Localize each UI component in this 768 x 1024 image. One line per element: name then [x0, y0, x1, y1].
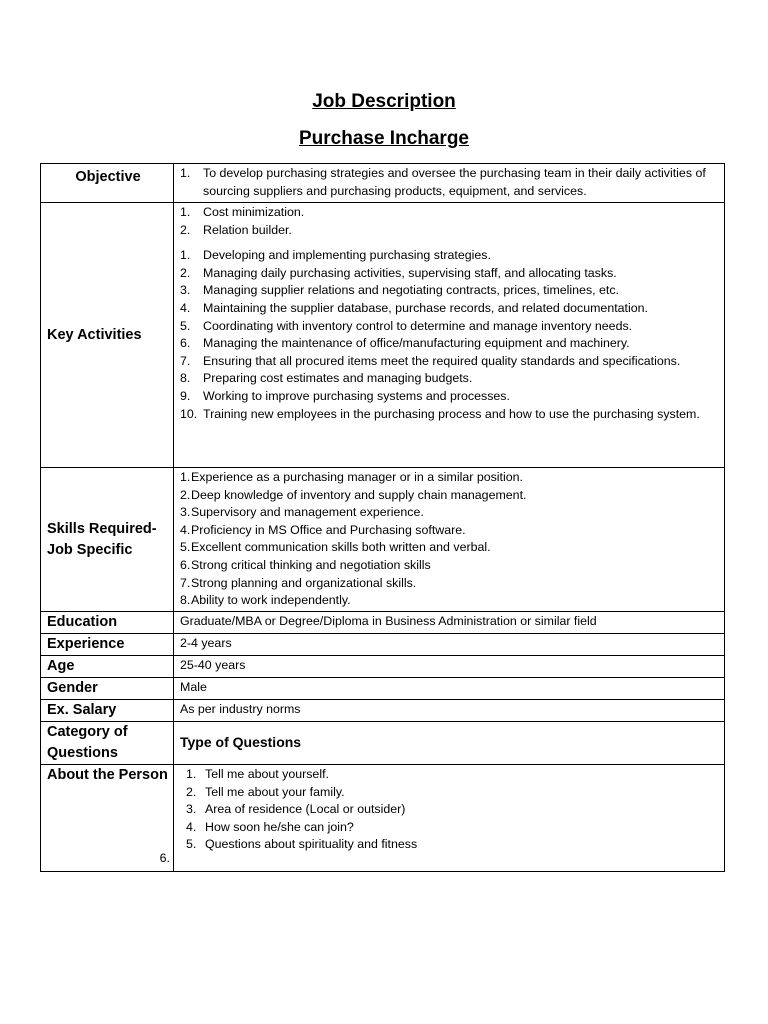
key-goals-list	[180, 204, 720, 239]
label-education: Education	[41, 612, 174, 634]
salary-value: As per industry norms	[174, 700, 725, 722]
list-item-number: 7.	[180, 575, 191, 590]
skills-content	[174, 468, 725, 612]
list-item-text: Experience as a purchasing manager or in a similar position.	[191, 470, 523, 484]
list-item-text: Managing daily purchasing activities, supervising staff, and allocating tasks.	[203, 265, 617, 280]
list-item-number: 1.	[180, 470, 191, 484]
row-category	[41, 722, 725, 765]
key-activities-list	[180, 247, 720, 423]
list-item	[180, 406, 720, 424]
list-item-number: 9.	[180, 388, 191, 403]
label-age: Age	[41, 656, 174, 678]
list-item	[180, 836, 720, 854]
label-experience: Experience	[41, 634, 174, 656]
list-item-number: 3.	[180, 505, 191, 520]
list-item-number: 4.	[186, 819, 197, 834]
list-item-number: 6.	[180, 336, 191, 351]
list-item-text: Questions about spirituality and fitness	[205, 837, 418, 852]
person-questions-list	[180, 766, 720, 854]
list-item	[180, 318, 720, 336]
list-item	[180, 335, 720, 353]
list-item-text: Proficiency in MS Office and Purchasing software.	[191, 522, 466, 537]
list-item-number: 1.	[180, 248, 191, 263]
list-item-number: 6.	[180, 557, 191, 572]
list-item	[180, 592, 720, 610]
list-item-text: Coordinating with inventory control to determine and manage inventory needs.	[203, 318, 633, 333]
list-item	[180, 801, 720, 819]
list-item-text: Tell me about yourself.	[205, 767, 329, 781]
label-salary: Ex. Salary	[41, 700, 174, 722]
list-item-text: Developing and implementing purchasing strategies.	[203, 248, 491, 263]
list-item	[180, 247, 720, 265]
list-item	[180, 204, 720, 222]
list-item-number: 4.	[180, 522, 191, 537]
list-item-number: 3.	[186, 802, 197, 817]
list-gap	[180, 239, 720, 247]
list-item-text: Cost minimization.	[203, 205, 305, 219]
experience-value: 2-4 years	[174, 634, 725, 656]
objective-content	[174, 164, 725, 203]
list-item-text: Working to improve purchasing systems and processes.	[203, 388, 510, 403]
document-title: Job Description	[312, 91, 456, 112]
education-value: Graduate/MBA or Degree/Diploma in Business Administration or similar field	[174, 612, 725, 634]
list-item	[180, 165, 720, 200]
list-item-number: 5.	[186, 837, 197, 852]
list-item-number: 8.	[180, 371, 191, 386]
row-key-activities	[41, 203, 725, 468]
job-description-table	[40, 163, 725, 872]
list-item-text: Managing the maintenance of office/manufacturing equipment and machinery.	[203, 336, 630, 351]
list-item-number: 2.	[180, 222, 191, 237]
list-item-text: Strong planning and organizational skills.	[191, 575, 417, 590]
list-item-text: Maintaining the supplier database, purchase records, and related documentation.	[203, 300, 648, 315]
list-item-text: Relation builder.	[203, 222, 292, 237]
list-item-number: 7.	[180, 353, 191, 368]
list-item	[180, 353, 720, 371]
skills-list	[180, 469, 720, 610]
list-item-text: Training new employees in the purchasing process and how to use the purchasing system.	[203, 406, 700, 421]
label-about-person	[41, 765, 174, 872]
list-item-text: Deep knowledge of inventory and supply chain management.	[191, 487, 527, 502]
row-gender	[41, 678, 725, 700]
list-item-text: To develop purchasing strategies and oversee the purchasing team in their daily activities of sourcing suppliers and purchasing products, equipment, and services.	[203, 166, 706, 198]
list-item	[180, 282, 720, 300]
list-item	[180, 766, 720, 784]
stray-list-number: 6.	[159, 851, 170, 865]
list-item-number: 5.	[180, 540, 191, 555]
list-item	[180, 539, 720, 557]
list-item	[180, 522, 720, 540]
list-item-text: Supervisory and management experience.	[191, 505, 424, 520]
row-objective	[41, 164, 725, 203]
list-item-number: 1.	[180, 205, 191, 219]
list-item-number: 4.	[180, 300, 191, 315]
label-objective	[41, 164, 174, 203]
document-subtitle: Purchase Incharge	[298, 128, 470, 149]
key-activities-label-text: Key Activities	[47, 326, 142, 343]
age-value: 25-40 years	[174, 656, 725, 678]
list-item	[180, 469, 720, 487]
row-age	[41, 656, 725, 678]
list-item	[180, 504, 720, 522]
list-item	[180, 819, 720, 837]
label-category: Category of Questions	[41, 722, 174, 765]
row-about-person	[41, 765, 725, 872]
list-item-text: Ensuring that all procured items meet the required quality standards and specifications.	[203, 353, 681, 368]
list-item-text: How soon he/she can join?	[205, 819, 354, 834]
list-item-number: 1.	[186, 767, 197, 781]
list-item-number: 8.	[180, 593, 191, 608]
row-education	[41, 612, 725, 634]
list-item	[180, 557, 720, 575]
objective-label-text: Objective	[75, 169, 141, 185]
list-item	[180, 388, 720, 406]
gender-value: Male	[174, 678, 725, 700]
list-item-number: 2.	[180, 487, 191, 502]
list-item	[180, 370, 720, 388]
list-item-number: 5.	[180, 318, 191, 333]
type-of-questions-heading: Type of Questions	[180, 733, 302, 750]
list-item-number: 2.	[180, 265, 191, 280]
list-item	[180, 784, 720, 802]
key-activities-content	[174, 203, 725, 468]
objective-list	[180, 165, 720, 200]
list-item-number: 1.	[180, 166, 191, 180]
label-key-activities	[41, 203, 174, 468]
list-item-text: Preparing cost estimates and managing budgets.	[203, 371, 473, 386]
label-skills	[41, 468, 174, 612]
list-item-number: 3.	[180, 283, 191, 298]
list-item	[180, 222, 720, 240]
row-skills	[41, 468, 725, 612]
list-item-text: Managing supplier relations and negotiating contracts, prices, timelines, etc.	[203, 283, 619, 298]
category-value	[174, 722, 725, 765]
list-item-text: Excellent communication skills both written and verbal.	[191, 540, 491, 555]
list-item-number: 10.	[180, 406, 198, 421]
list-item	[180, 300, 720, 318]
about-person-content	[174, 765, 725, 872]
row-experience	[41, 634, 725, 656]
row-salary	[41, 700, 725, 722]
list-item	[180, 487, 720, 505]
about-person-label-text: About the Person	[47, 767, 168, 783]
list-item-text: Tell me about your family.	[205, 784, 345, 799]
list-item-text: Area of residence (Local or outsider)	[205, 802, 406, 817]
skills-label-text: Skills Required-Job Specific	[47, 520, 157, 558]
list-item	[180, 575, 720, 593]
list-item-text: Ability to work independently.	[191, 593, 351, 608]
list-item-text: Strong critical thinking and negotiation skills	[191, 557, 431, 572]
list-item	[180, 265, 720, 283]
label-gender: Gender	[41, 678, 174, 700]
list-item-number: 2.	[186, 784, 197, 799]
